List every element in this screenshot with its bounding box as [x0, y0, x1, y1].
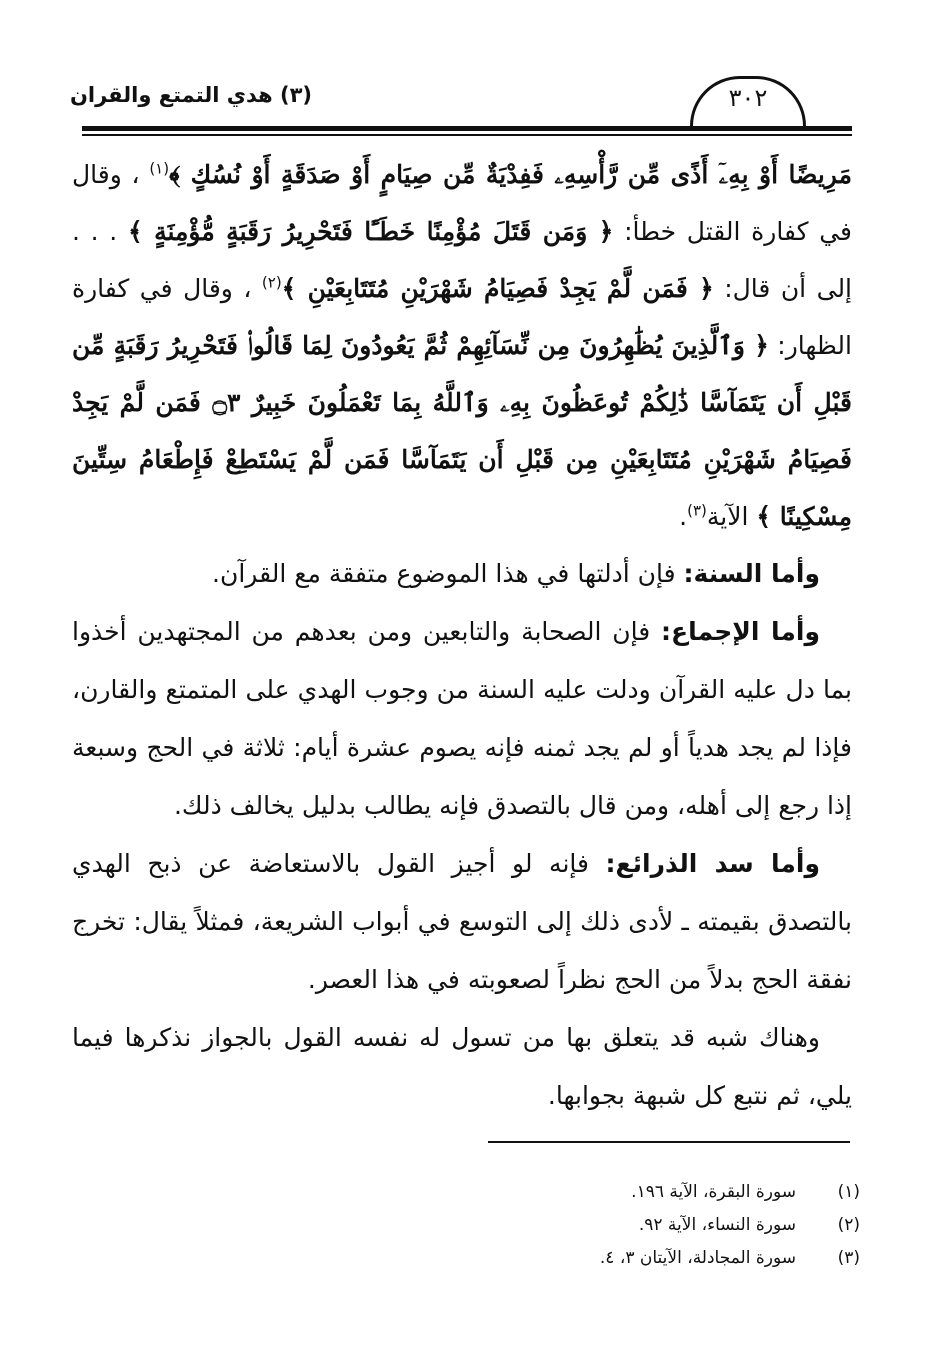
footnote-ref-1: (١) — [149, 159, 170, 178]
footnote-text: سورة النساء، الآية ٩٢. — [638, 1215, 796, 1235]
quran-quote-1 — [169, 160, 852, 189]
footnotes — [300, 1176, 860, 1275]
paragraph-lead: وأما الإجماع: — [661, 617, 820, 646]
text-segment: ، وقال في كفارة الظهار: — [72, 274, 852, 360]
paragraph-sadd-dharai — [72, 835, 852, 1009]
ornate-bracket-close: ﴾ — [127, 217, 143, 246]
text-segment: ، وقال في كفارة القتل خطأ: — [72, 160, 852, 246]
footnote-text: سورة المجادلة، الآيتان ٣، ٤. — [599, 1248, 796, 1268]
footnote-number: (٣) — [837, 1248, 860, 1268]
quran-quote-3 — [282, 274, 714, 303]
header-rule-thin — [82, 134, 852, 136]
footnote-separator — [488, 1141, 850, 1143]
paragraph-lead: وأما السنة: — [683, 559, 820, 588]
footnote-number: (٢) — [837, 1215, 860, 1235]
paragraph-text: فإن أدلتها في هذا الموضوع متفقة مع القرآن. — [212, 559, 676, 588]
ornate-bracket-close: ﴾ — [756, 502, 772, 531]
quran-quote-2 — [128, 217, 613, 246]
footnote-1 — [300, 1176, 860, 1209]
footnote-number: (١) — [837, 1182, 860, 1202]
paragraph-text: فإنه لو أجيز القول بالاستعاضة عن ذبح الهدي بالتصدق بقيمته ـ لأدى ذلك إلى التوسع في أبواب الشريعة، فمثلاً يقال: تخرج نفقة الحج بدلاً من الحج نظراً لصعوبته في هذا العصر. — [72, 849, 852, 994]
text-segment: . — [679, 502, 688, 531]
quran-text-3: فَمَن لَّمْ يَجِدْ فَصِيَامُ شَهْرَيْنِ مُتَتَابِعَيْنِ — [307, 274, 688, 303]
footnote-ref-2: (٢) — [261, 273, 282, 292]
paragraph-verses — [72, 146, 852, 545]
paragraph-ijma — [72, 603, 852, 835]
paragraph-lead: وأما سد الذرائع: — [605, 849, 820, 878]
footnote-ref-3: (٣) — [687, 501, 707, 520]
ornate-bracket-open: ﴿ — [598, 217, 614, 246]
footnote-text: سورة البقرة، الآية ١٩٦. — [631, 1182, 796, 1202]
text-segment: . . . إلى أن قال: — [72, 217, 853, 303]
header-rule-thick — [82, 126, 852, 131]
ornate-bracket-close: ﴾ — [169, 160, 181, 189]
quran-text-4: وَٱلَّذِينَ يُظَٰهِرُونَ مِن نِّسَآئِهِمْ ثُمَّ يَعُودُونَ لِمَا قَالُوا۟ فَتَحْرِيرُ رَقَبَةٍ مِّن قَبْلِ أَن يَتَمَآسَّا ذَٰلِكُمْ تُوعَظُونَ بِهِۦ وَٱللَّهُ بِمَا تَعْمَلُونَ خَبِيرٌ ۝٣ فَمَن لَّمْ يَجِدْ فَصِيَامُ شَهْرَيْنِ مُتَتَابِعَيْنِ مِن قَبْلِ أَن يَتَمَآسَّا فَمَن لَّمْ يَسْتَطِعْ فَإِطْعَامُ سِتِّينَ مِسْكِينًا — [72, 331, 852, 531]
text-segment: الآية — [706, 502, 749, 531]
footnote-2 — [300, 1209, 860, 1242]
quran-text-1: مَرِيضًا أَوْ بِهِۦٓ أَذًى مِّن رَّأْسِهِۦ فَفِدْيَةٌ مِّن صِيَامٍ أَوْ صَدَقَةٍ أَوْ نُسُكٍ — [190, 160, 852, 189]
ornate-bracket-open: ﴿ — [699, 274, 714, 303]
quran-text-2: وَمَن قَتَلَ مُؤْمِنًا خَطَـًٔا فَتَحْرِيرُ رَقَبَةٍ مُّؤْمِنَةٍ — [154, 217, 588, 246]
page-number: ٣٠٢ — [728, 84, 768, 112]
footnote-3 — [300, 1242, 860, 1275]
running-header-title: (٣) هدي التمتع والقران — [70, 83, 312, 107]
paragraph-text: فإن الصحابة والتابعين ومن بعدهم من المجتهدين أخذوا بما دل عليه القرآن ودلت عليه السنة من وجوب الهدي على المتمتع والقارن، فإذا لم يجد هدياً أو لم يجد ثمنه فإنه يصوم عشرة أيام: ثلاثة في الحج وسبعة إذا رجع إلى أهله، ومن قال بالتصدق فإنه يطالب بدليل يخالف ذلك. — [72, 617, 852, 820]
paragraph-text: وهناك شبه قد يتعلق بها من تسول له نفسه القول بالجواز نذكرها فيما يلي، ثم نتبع كل شبهة بجوابها. — [72, 1023, 852, 1110]
ornate-bracket-close: ﴾ — [281, 274, 297, 303]
ornate-bracket-open: ﴿ — [754, 331, 769, 360]
paragraph-sunnah — [72, 545, 852, 603]
main-text — [72, 146, 852, 1125]
quran-quote-4 — [72, 331, 852, 531]
paragraph-doubts — [72, 1009, 852, 1125]
